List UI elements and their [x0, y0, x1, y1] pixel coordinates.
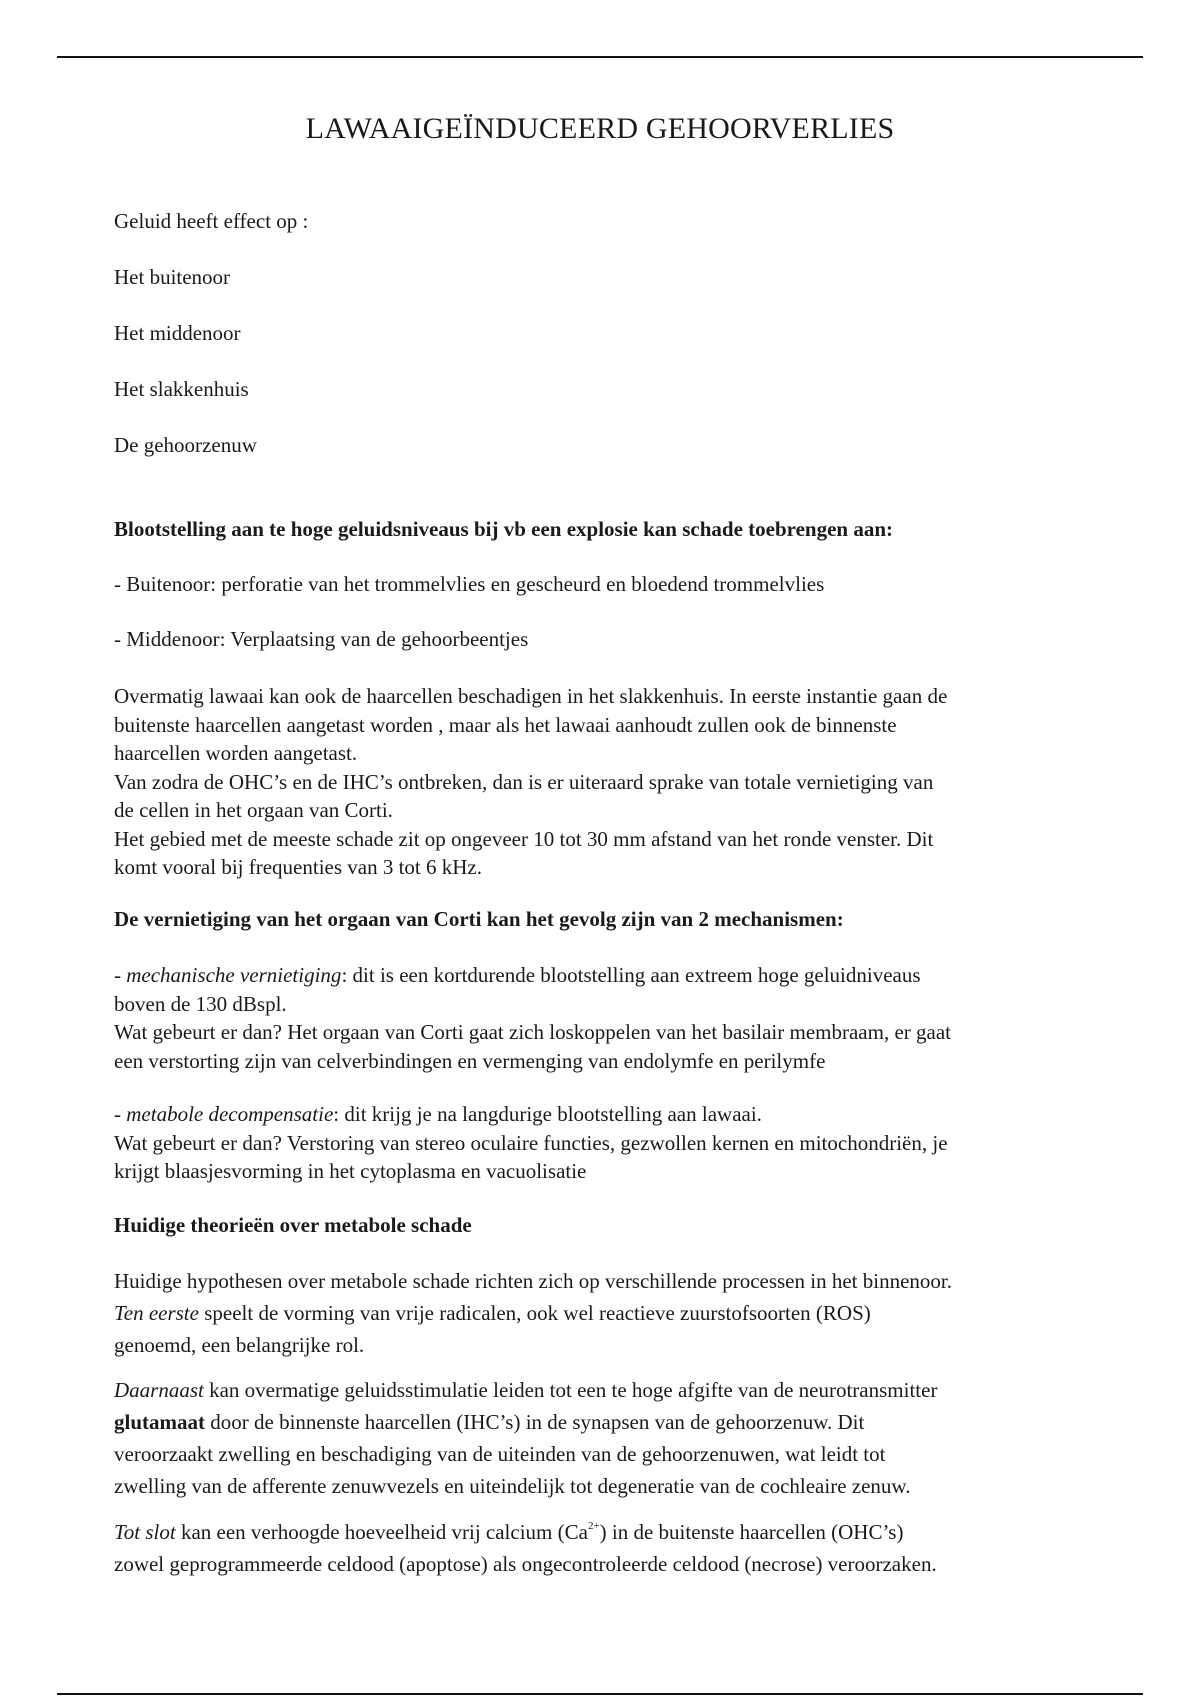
- intro-text: Geluid heeft effect op :: [114, 209, 309, 233]
- metabolic-decompensation-paragraph: - metabole decompensatie: dit krijg je na langdurige blootstelling aan lawaai. Wat gebeurt er dan? Verstoring van stereo oculaire functies, gezwollen kernen en mitochondriën, je krijgt blaasjesvorming in het cytoplasma en vacuolisatie: [114, 1102, 948, 1183]
- damage-middle-ear: - Middenoor: Verplaatsing van de gehoorbeentjes: [114, 627, 529, 651]
- theory-paragraph-2: Daarnaast kan overmatige geluidsstimulatie leiden tot een te hoge afgifte van de neurotransmitter glutamaat door de binnenste haarcellen (IHC’s) in de synapsen van de gehoorzenuw. Dit veroorzaakt zwelling en beschadiging van de uiteinden van de gehoorzenuwen, wat leidt tot zwelling van de afferente zenuwvezels en uiteindelijk tot degeneratie van de cochleaire zenuw.: [114, 1378, 938, 1498]
- metabolic-decompensation-term: metabole decompensatie: [126, 1102, 334, 1126]
- mechanical-destruction-term: mechanische vernietiging: [126, 963, 342, 987]
- document-title: LAWAAIGEÏNDUCEERD GEHOORVERLIES: [305, 112, 895, 145]
- theory-paragraph-1: Huidige hypothesen over metabole schade richten zich op verschillende processen in het binnenoor. Ten eerste speelt de vorming van vrije radicalen, ook wel reactieve zuurstofsoorten (ROS) genoemd, een belangrijke rol.: [114, 1269, 952, 1357]
- part-cochlea: Het slakkenhuis: [114, 377, 249, 401]
- calcium-charge: 2+: [587, 1520, 600, 1532]
- heading-mechanisms: De vernietiging van het orgaan van Corti kan het gevolg zijn van 2 mechanismen:: [114, 907, 844, 931]
- part-outer-ear: Het buitenoor: [114, 265, 231, 289]
- hair-cell-paragraph: Overmatig lawaai kan ook de haarcellen beschadigen in het slakkenhuis. In eerste instantie gaan de buitenste haarcellen aangetast worden , maar als het lawaai aanhoudt zullen ook de binnenste haarcellen worden aangetast. Van zodra de OHC’s en de IHC’s ontbreken, dan is er uiteraard sprake van totale vernietiging van de cellen in het orgaan van Corti. Het gebied met de meeste schade zit op ongeveer 10 tot 30 mm afstand van het ronde venster. Dit komt vooral bij frequenties van 3 tot 6 kHz.: [114, 684, 948, 879]
- part-auditory-nerve: De gehoorzenuw: [114, 433, 257, 457]
- bottom-rule: [57, 1693, 1143, 1695]
- part-middle-ear: Het middenoor: [114, 321, 241, 345]
- theory-paragraph-3: Tot slot kan een verhoogde hoeveelheid vrij calcium $(Ca^{2+})$ in de buitenste haarcellen (OHC’s) zowel geprogrammeerde celdood (apoptose) als ongecontroleerde celdood (necrose) veroorzaken.: [114, 1520, 937, 1576]
- top-rule: [57, 56, 1143, 58]
- heading-theories: Huidige theorieën over metabole schade: [114, 1213, 472, 1237]
- glutamate-term: glutamaat: [114, 1410, 205, 1434]
- heading-exposure: Blootstelling aan te hoge geluidsniveaus bij vb een explosie kan schade toebrengen aan:: [114, 517, 894, 541]
- mechanical-destruction-paragraph: - mechanische vernietiging: dit is een kortdurende blootstelling aan extreem hoge geluidniveaus boven de 130 dBspl. Wat gebeurt er dan? Het orgaan van Corti gaat zich loskoppelen van het basilair membraam, er gaat een verstorting zijn van celverbindingen en vermenging van endolymfe en perilymfe: [114, 963, 952, 1073]
- damage-outer-ear: - Buitenoor: perforatie van het trommelvlies en gescheurd en bloedend trommelvlies: [114, 572, 825, 596]
